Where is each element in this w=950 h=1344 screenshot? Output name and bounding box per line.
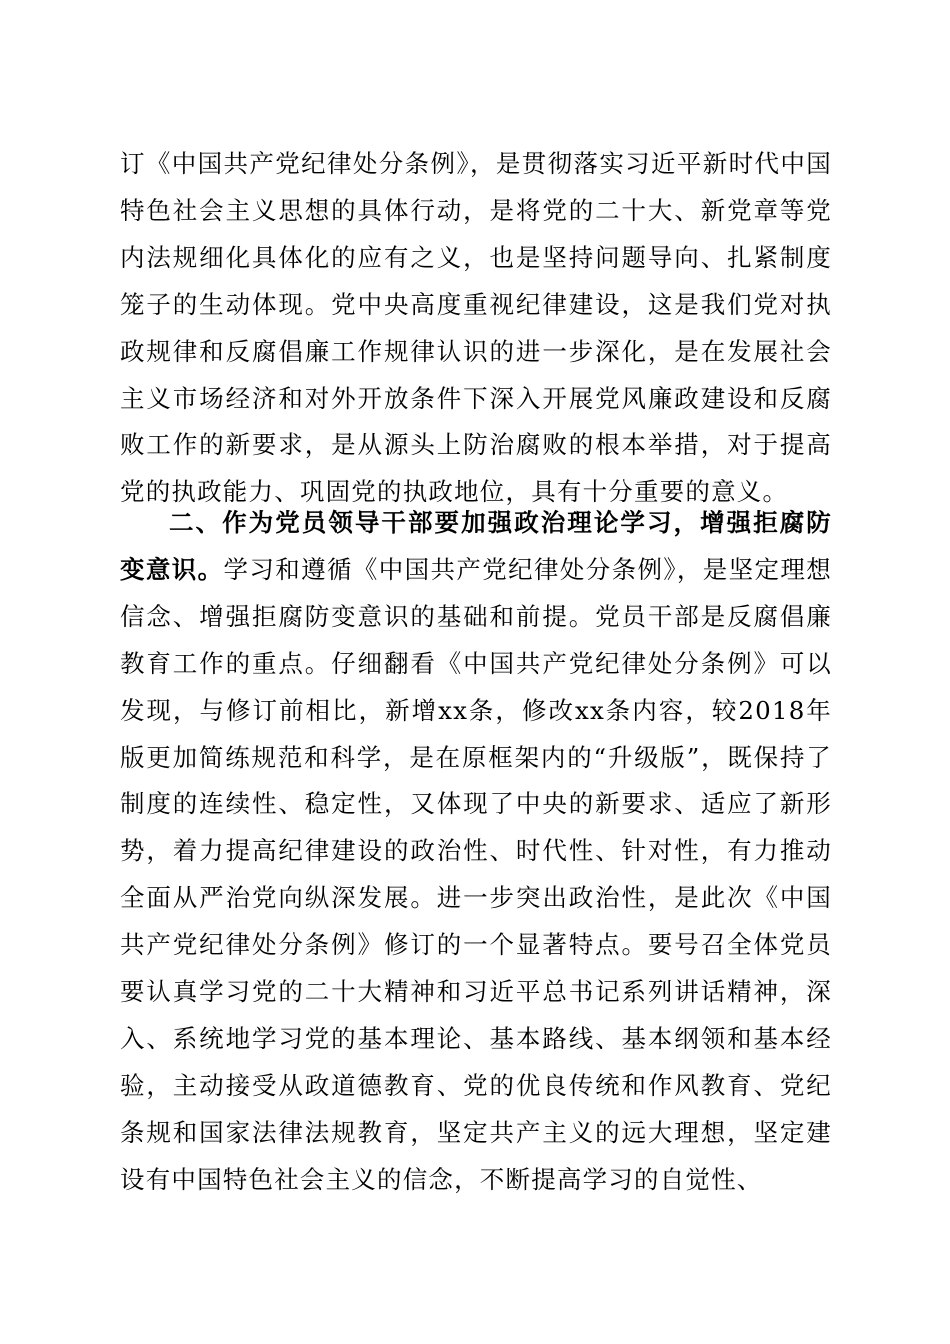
paragraph-2 [120, 500, 832, 1204]
paragraph-1: 订《中国共产党纪律处分条例》，是贯彻落实习近平新时代中国特色社会主义思想的具体行动，是将党的二十大、新党章等党内法规细化具体化的应有之义，也是坚持问题导向、扎紧制度笼子的生动体现。党中央高度重视纪律建设，这是我们党对执政规律和反腐倡廉工作规律认识的进一步深化，是在发展社会主义市场经济和对外开放条件下深入开展党风廉政建设和反腐败工作的新要求，是从源头上防治腐败的根本举措，对于提高党的执政能力、巩固党的执政地位，具有十分重要的意义。 [120, 149, 832, 507]
paragraph-2-body: 学习和遵循《中国共产党纪律处分条例》，是坚定理想信念、增强拒腐防变意识的基础和前提。党员干部是反腐倡廉教育工作的重点。仔细翻看《中国共产党纪律处分条例》可以发现，与修订前相比，新增xx条，修改xx条内容，较2018年版更加简练规范和科学，是在原框架内的“升级版”，既保持了制度的连续性、稳定性，又体现了中央的新要求、适应了新形势，着力提高纪律建设的政治性、时代性、针对性，有力推动全面从严治党向纵深发展。进一步突出政治性，是此次《中国共产党纪律处分条例》修订的一个显著特点。要号召全体党员要认真学习党的二十大精神和习近平总书记系列讲话精神，深入、系统地学习党的基本理论、基本路线、基本纲领和基本经验，主动接受从政道德教育、党的优良传统和作风教育、党纪条规和国家法律法规教育，坚定共产主义的远大理想，坚定建设有中国特色社会主义的信念，不断提高学习的自觉性、 [120, 554, 832, 1194]
paragraph-2-heading: 二、作为党员领导干部要加强政治理论学习，增强拒腐防变意识。 [120, 508, 832, 584]
